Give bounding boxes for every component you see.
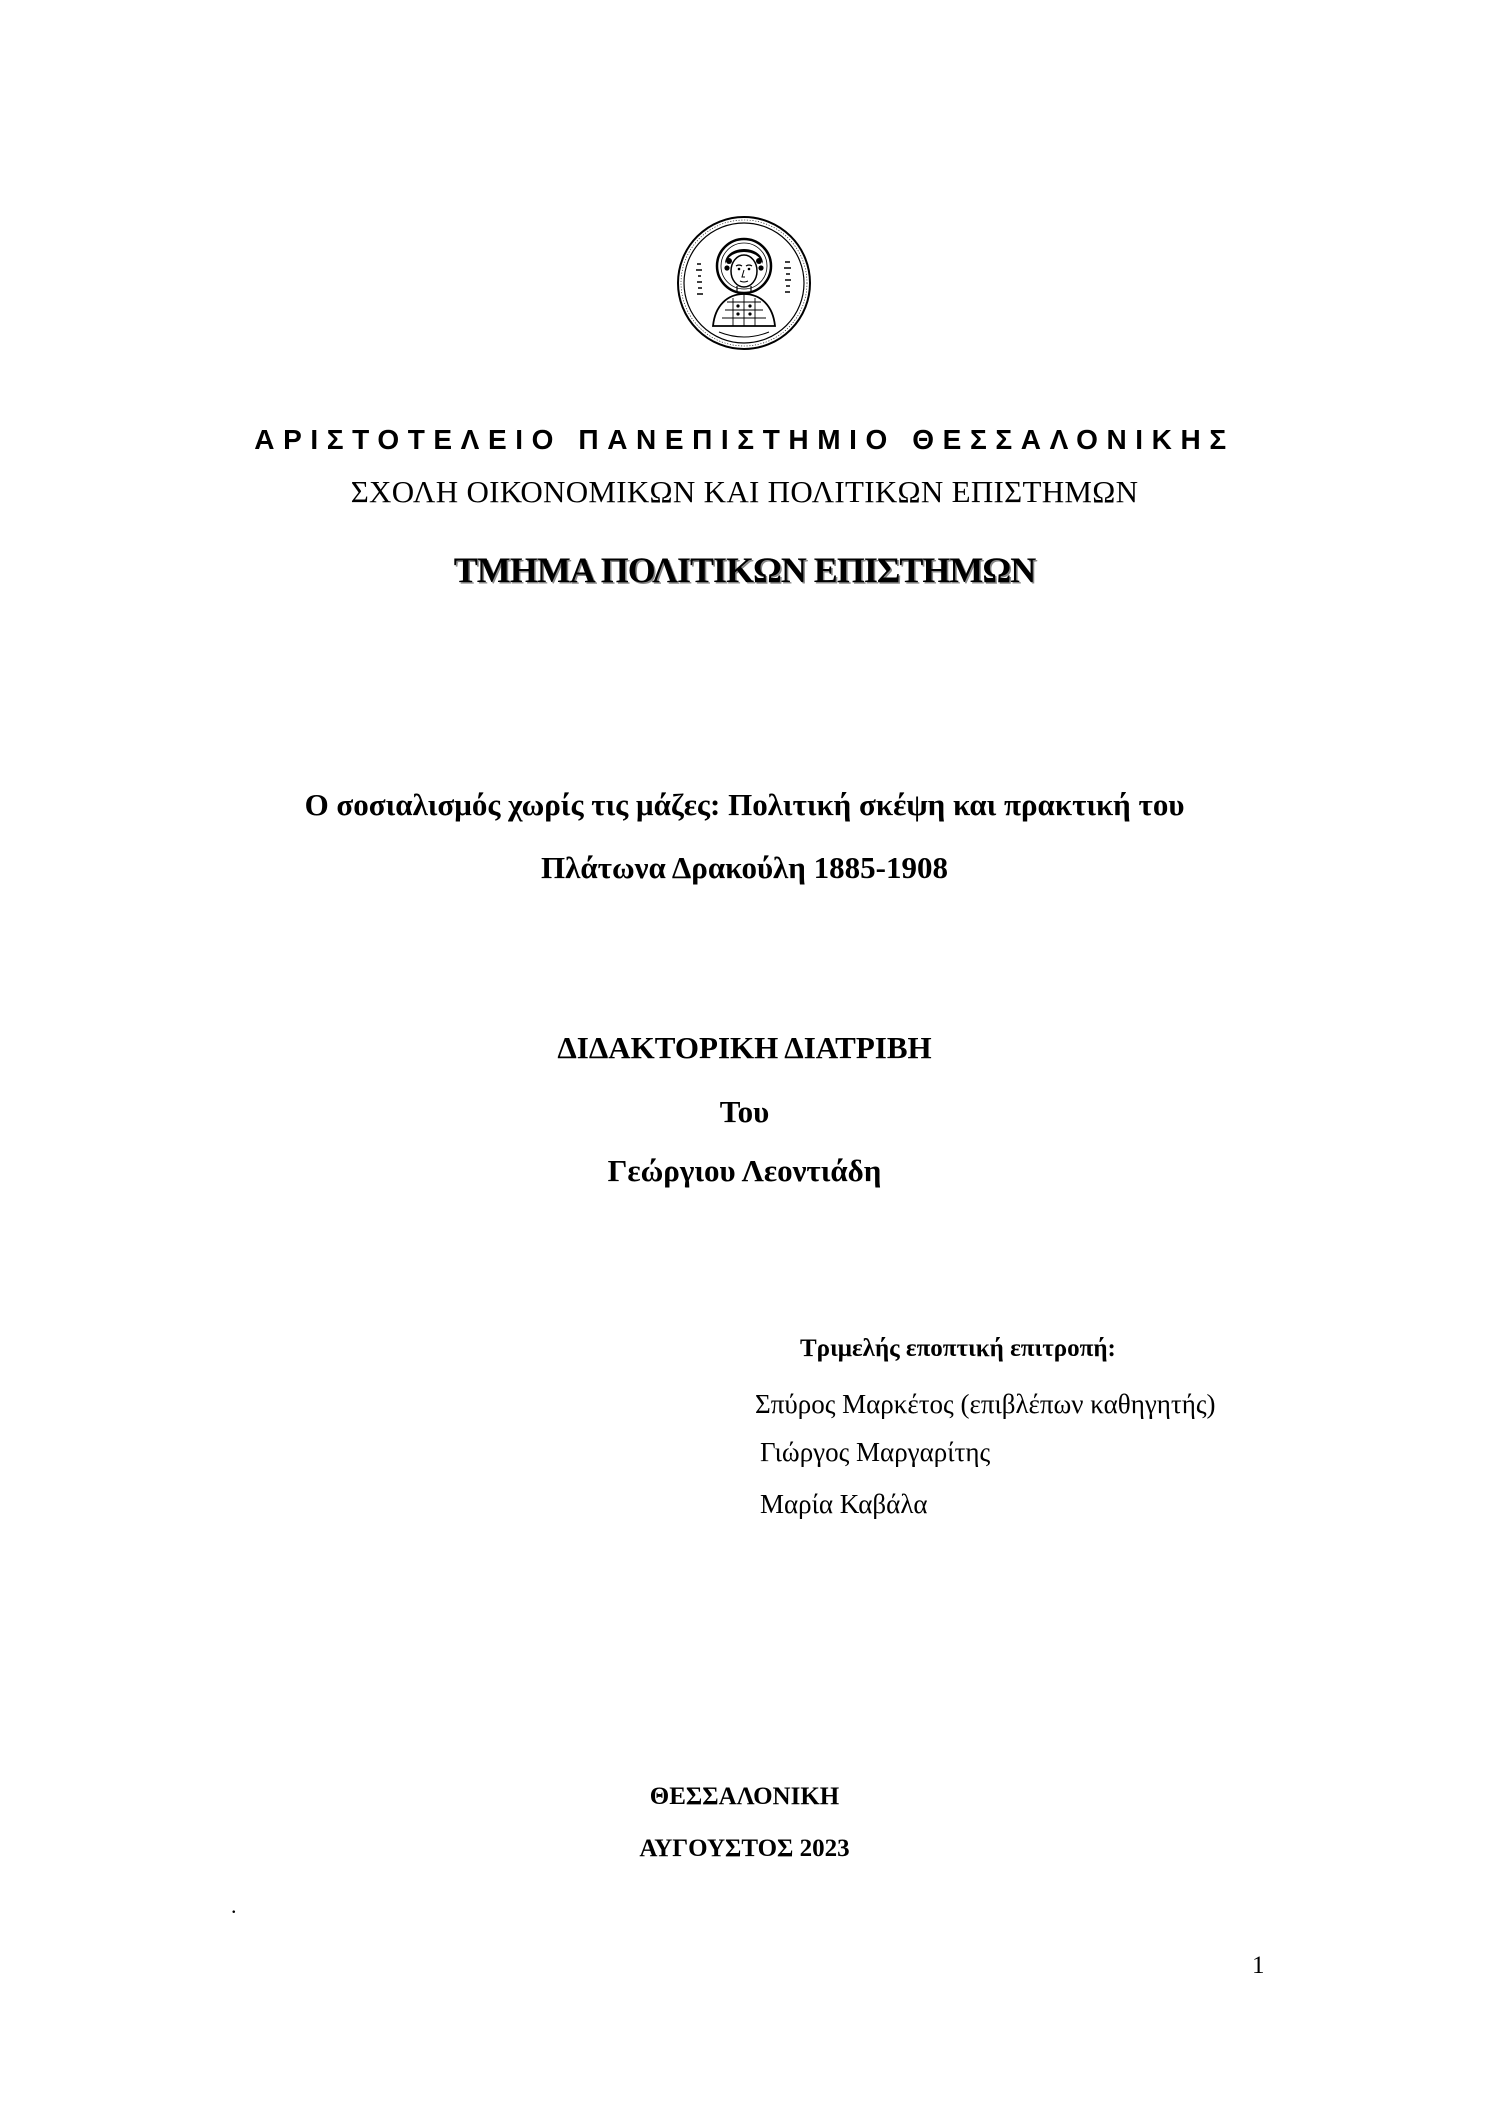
university-name: ΑΡΙΣΤΟΤΕΛΕΙΟ ΠΑΝΕΠΙΣΤΗΜΙΟ ΘΕΣΣΑΛΟΝΙΚΗΣ — [254, 424, 1235, 455]
city: ΘΕΣΣΑΛΟΝΙΚΗ — [649, 1783, 840, 1810]
thesis-title-line-2: Πλάτωνα Δρακούλη 1885-1908 — [541, 850, 948, 885]
committee-member: Γιώργος Μαργαρίτης — [760, 1437, 991, 1467]
university-seal-icon — [675, 214, 813, 352]
page-number: 1 — [1252, 1952, 1265, 1979]
committee-member: Μαρία Καβάλα — [760, 1489, 928, 1519]
committee-member: Σπύρος Μαρκέτος (επιβλέπων καθηγητής) — [755, 1389, 1216, 1419]
author-name: Γεώργιου Λεοντιάδη — [607, 1153, 882, 1188]
author-preposition: Του — [719, 1094, 770, 1129]
stray-dot: . — [231, 1893, 237, 1918]
thesis-type: ΔΙΔΑΚΤΟΡΙΚΗ ΔΙΑΤΡΙΒΗ — [557, 1030, 932, 1065]
thesis-title-line-1: Ο σοσιαλισμός χωρίς τις μάζες: Πολιτική σκέψη και πρακτική του — [304, 787, 1185, 822]
school-name: ΣΧΟΛΗ ΟΙΚΟΝΟΜΙΚΩΝ ΚΑΙ ΠΟΛΙΤΙΚΩΝ ΕΠΙΣΤΗΜΩΝ — [350, 474, 1139, 509]
department-name: ΤΜΗΜΑ ΠΟΛΙΤΙΚΩΝ ΕΠΙΣΤΗΜΩΝ — [453, 550, 1036, 590]
submission-date: ΑΥΓΟΥΣΤΟΣ 2023 — [639, 1835, 850, 1862]
committee-title: Τριμελής εποπτική επιτροπή: — [800, 1335, 1116, 1362]
